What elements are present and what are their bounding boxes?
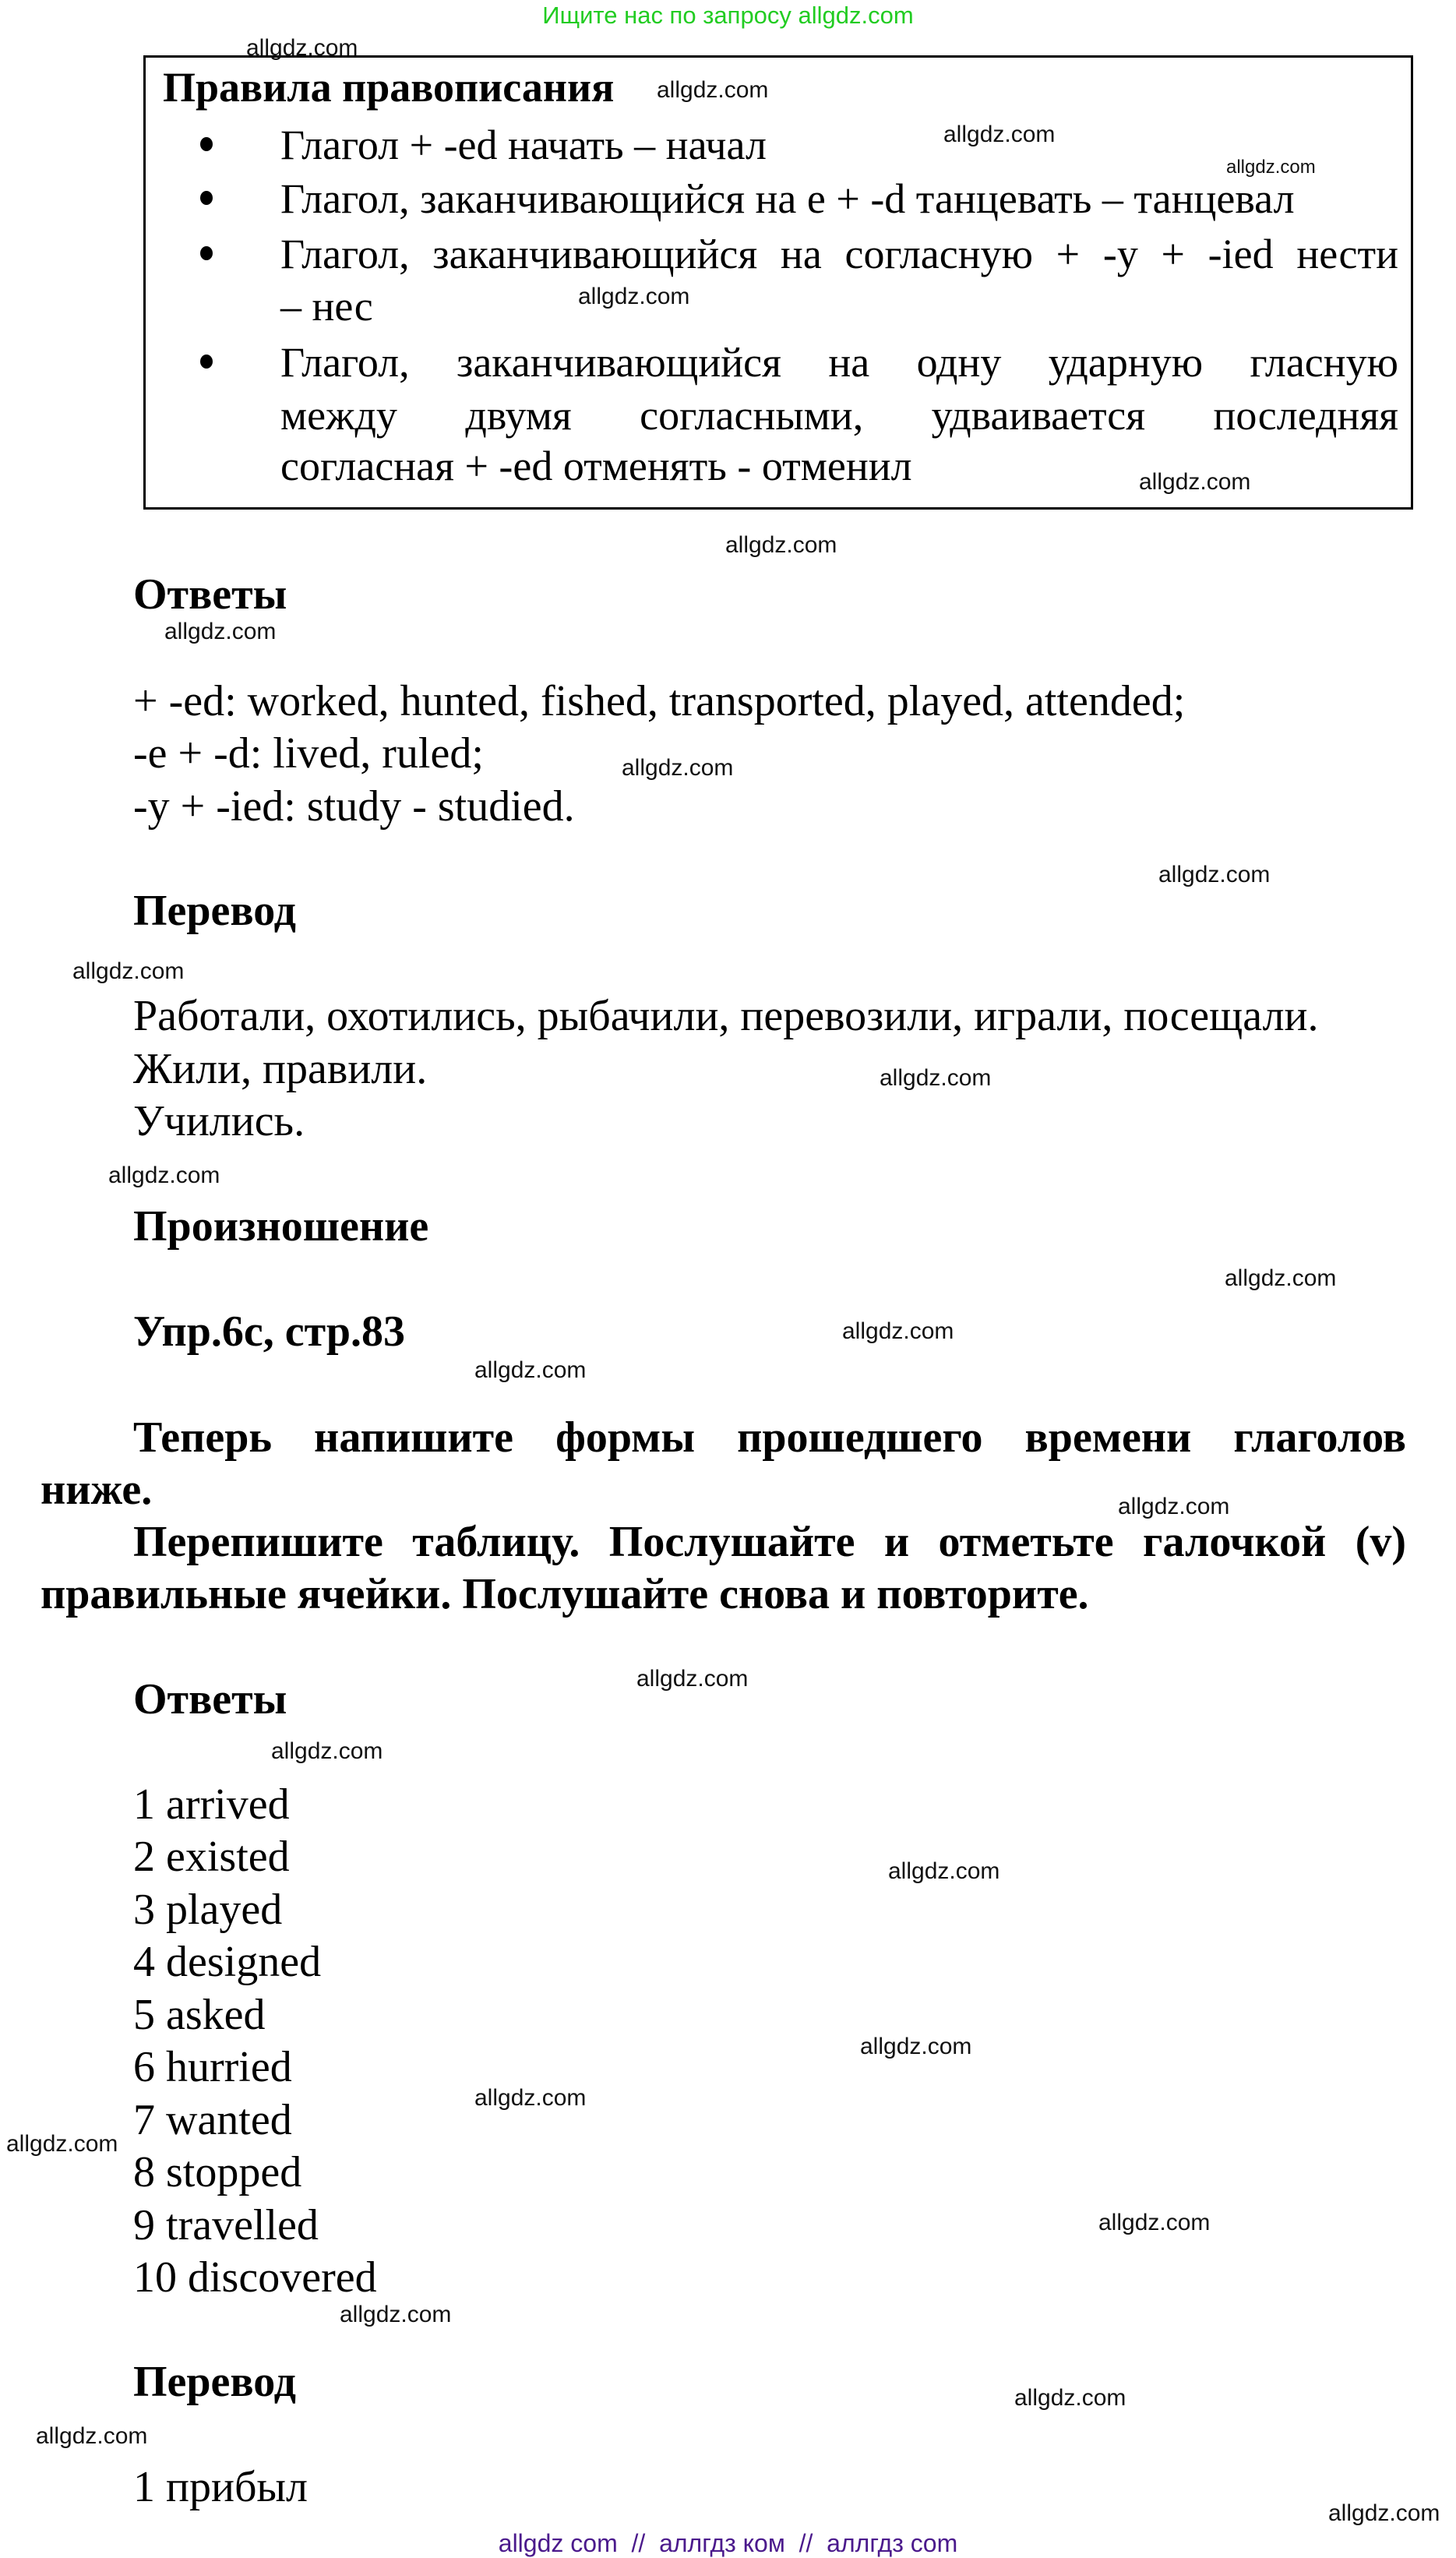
- watermark: allgdz.com: [1226, 157, 1316, 178]
- instruction-line: Перепишите таблицу. Послушайте и отметьте галочкой (v): [133, 1518, 1406, 1566]
- answers-heading: Ответы: [133, 570, 287, 619]
- answer-item: 10 discovered: [133, 2253, 377, 2302]
- answer-line: -e + -d: lived, ruled;: [133, 729, 484, 778]
- rule-item: [231, 172, 1400, 225]
- watermark: allgdz.com: [6, 2131, 118, 2157]
- watermark: allgdz.com: [474, 1357, 587, 1383]
- translation-line: Жили, правили.: [133, 1045, 428, 1093]
- watermark: allgdz.com: [636, 1666, 749, 1692]
- bullet-icon: [200, 191, 213, 205]
- watermark: allgdz.com: [340, 2302, 452, 2327]
- watermark: allgdz.com: [888, 1858, 1000, 1884]
- answer-item: 5 asked: [133, 1991, 266, 2039]
- watermark: allgdz.com: [1225, 1265, 1337, 1291]
- watermark: allgdz.com: [1328, 2500, 1440, 2526]
- translation-line: Учились.: [133, 1097, 305, 1145]
- answer-item: 6 hurried: [133, 2043, 292, 2091]
- watermark: allgdz.com: [1098, 2210, 1211, 2235]
- instruction-line: ниже.: [41, 1466, 153, 1514]
- instruction-line: Теперь напишите формы прошедшего времени глаголов: [133, 1413, 1406, 1462]
- translation-heading: Перевод: [133, 887, 296, 935]
- rules-title: Правила правописания: [163, 64, 615, 111]
- watermark: allgdz.com: [842, 1318, 954, 1344]
- bullet-icon: [200, 246, 213, 260]
- rule-text: между двумя согласными, удваивается последняя: [280, 392, 1398, 439]
- watermark: allgdz.com: [1139, 469, 1251, 495]
- top-search-banner: Ищите нас по запросу allgdz.com: [542, 2, 914, 29]
- answer-line: -y + -ied: study - studied.: [133, 782, 575, 831]
- watermark: allgdz.com: [578, 284, 690, 309]
- rule-item-continuation: [231, 389, 1400, 442]
- answer-item: 3 played: [133, 1886, 283, 1934]
- watermark: allgdz.com: [271, 1738, 383, 1764]
- spelling-rules-box: [143, 55, 1413, 510]
- rule-text: Глагол, заканчивающийся на согласную + -y + -ied нести: [280, 231, 1398, 277]
- exercise-title: Упр.6с, стр.83: [133, 1307, 405, 1356]
- answers-heading: Ответы: [133, 1675, 287, 1724]
- instruction-line: правильные ячейки. Послушайте снова и повторите.: [41, 1570, 1089, 1618]
- watermark: allgdz.com: [72, 958, 185, 984]
- rule-text: Глагол, заканчивающийся на e + -d танцевать – танцевал: [280, 175, 1295, 222]
- footer-links: allgdz com // аллгдз ком // аллгдз com: [498, 2529, 958, 2557]
- watermark: allgdz.com: [657, 77, 769, 103]
- answer-item: 2 existed: [133, 1833, 290, 1881]
- watermark: allgdz.com: [943, 122, 1056, 147]
- answer-item: 9 travelled: [133, 2201, 319, 2249]
- rule-text: согласная + -ed отменять - отменил: [280, 443, 912, 489]
- answer-line: + -ed: worked, hunted, fished, transported, played, attended;: [133, 677, 1186, 725]
- watermark: allgdz.com: [1158, 862, 1271, 887]
- rule-text: Глагол + -ed начать – начал: [280, 122, 767, 168]
- watermark: allgdz.com: [880, 1065, 992, 1091]
- bullet-icon: [200, 137, 213, 151]
- rule-item: [231, 228, 1400, 280]
- watermark: allgdz.com: [474, 2085, 587, 2111]
- translation-line: Работали, охотились, рыбачили, перевозили, играли, посещали.: [133, 992, 1319, 1040]
- watermark: allgdz.com: [1014, 2385, 1126, 2411]
- answer-item: 7 wanted: [133, 2096, 292, 2144]
- watermark: allgdz.com: [725, 532, 837, 558]
- watermark: allgdz.com: [36, 2423, 148, 2449]
- rule-item: [231, 118, 1400, 171]
- watermark: allgdz.com: [1118, 1494, 1230, 1519]
- watermark: allgdz.com: [246, 35, 358, 61]
- watermark: allgdz.com: [622, 755, 734, 781]
- answer-item: 8 stopped: [133, 2148, 302, 2196]
- watermark: allgdz.com: [164, 619, 277, 644]
- watermark: allgdz.com: [108, 1163, 220, 1188]
- answer-item: 1 arrived: [133, 1780, 290, 1829]
- pronunciation-heading: Произношение: [133, 1202, 429, 1251]
- translation-heading: Перевод: [133, 2358, 296, 2406]
- watermark: allgdz.com: [860, 2034, 972, 2059]
- rule-text: Глагол, заканчивающийся на одну ударную гласную: [280, 339, 1398, 386]
- rule-item-continuation: [231, 280, 1400, 333]
- translation-item: 1 прибыл: [133, 2463, 308, 2511]
- rule-text: – нес: [280, 283, 373, 330]
- bullet-icon: [200, 355, 213, 369]
- answer-item: 4 designed: [133, 1938, 322, 1986]
- rule-item: [231, 336, 1400, 389]
